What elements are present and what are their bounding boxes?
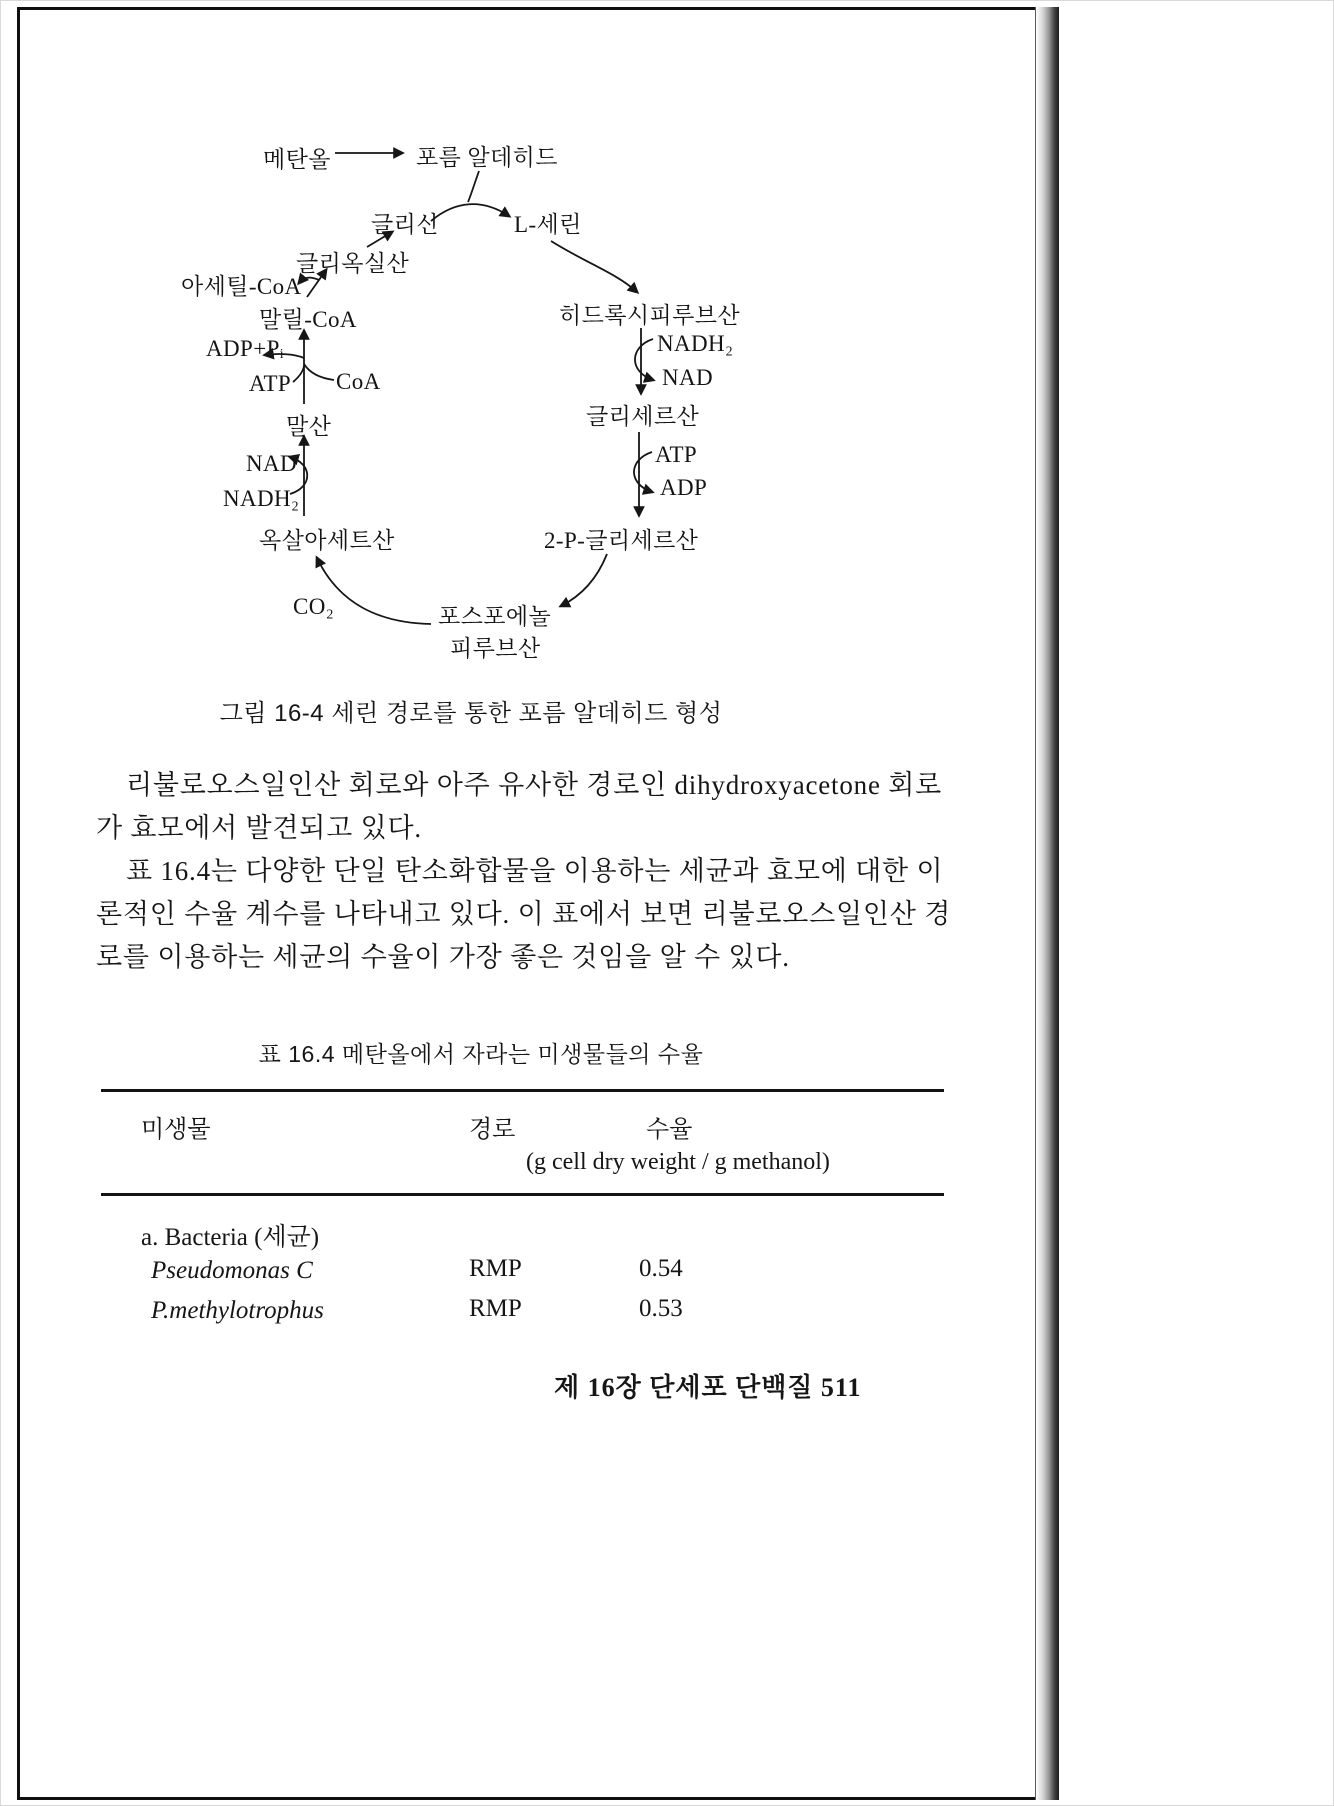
table-header-organism: 미생물 [141,1116,211,1143]
node-oxaloacetate: 옥살아세트산 [259,528,395,553]
node-adp-pi: ADP+Pᵢ [206,336,284,361]
figure-caption: 그림 16-4 세린 경로를 통한 포름 알데히드 형성 [219,700,723,727]
body-line: 표 16.4는 다양한 단일 탄소화합물을 이용하는 세균과 효모에 대한 이 [126,856,944,886]
body-line: 로를 이용하는 세균의 수율이 가장 좋은 것임을 알 수 있다. [96,942,790,972]
page-footer: 제 16장 단세포 단백질 511 [554,1373,862,1402]
node-pep-line1: 포스포에놀 [438,604,552,629]
node-atp-right: ATP [655,442,698,467]
body-text [96,764,976,979]
node-hydroxypyruvate: 히드록시피루브산 [559,303,740,328]
node-methanol: 메탄올 [263,147,331,172]
node-nad-left: NAD [246,451,298,476]
cell-organism: P.methylotrophus [151,1297,324,1324]
node-co2: CO₂ [293,594,335,619]
node-glycerate: 글리세르산 [586,404,700,429]
body-line: 가 효모에서 발견되고 있다. [96,813,422,843]
body-line: 론적인 수율 계수를 나타내고 있다. 이 표에서 보면 리불로오스일인산 경 [96,899,952,929]
node-nadh2-right: NADH₂ [657,331,734,356]
node-serine: L-세린 [514,212,582,237]
node-glycine: 글리신 [371,212,439,237]
cell-pathway: RMP [469,1295,522,1322]
cell-organism: Pseudomonas C [151,1257,313,1284]
node-glyoxylate: 글리옥실산 [296,251,410,276]
node-adp-right: ADP [660,475,708,500]
table-rule-top [101,1089,944,1092]
table-section-row: a. Bacteria (세균) [141,1224,320,1251]
body-line: 리불로오스일인산 회로와 아주 유사한 경로인 dihydroxyacetone 회로 [126,770,943,800]
table-header-yield: 수율 [646,1116,693,1143]
node-acetyl-coa: 아세틸-CoA [181,274,302,299]
node-pep-line2: 피루브산 [450,636,541,661]
cell-yield: 0.53 [639,1295,683,1322]
table-rule-header [101,1193,944,1196]
node-coa: CoA [336,369,381,394]
node-atp-left: ATP [249,371,292,396]
cell-pathway: RMP [469,1255,522,1282]
node-malate: 말산 [286,414,332,439]
node-formaldehyde: 포름 알데히드 [416,145,558,170]
node-nad-right: NAD [662,365,714,390]
table-caption: 표 16.4 메탄올에서 자라는 미생물들의 수율 [258,1041,704,1067]
cell-yield: 0.54 [639,1255,683,1282]
node-nadh2-left: NADH₂ [223,486,300,511]
table-yield-unit: (g cell dry weight / g methanol) [526,1149,830,1175]
table-header-pathway: 경로 [469,1116,516,1143]
page-edge-shadow [1035,7,1059,1800]
node-malyl-coa: 말릴-CoA [259,307,357,332]
node-2p-glycerate: 2-P-글리세르산 [544,528,699,553]
